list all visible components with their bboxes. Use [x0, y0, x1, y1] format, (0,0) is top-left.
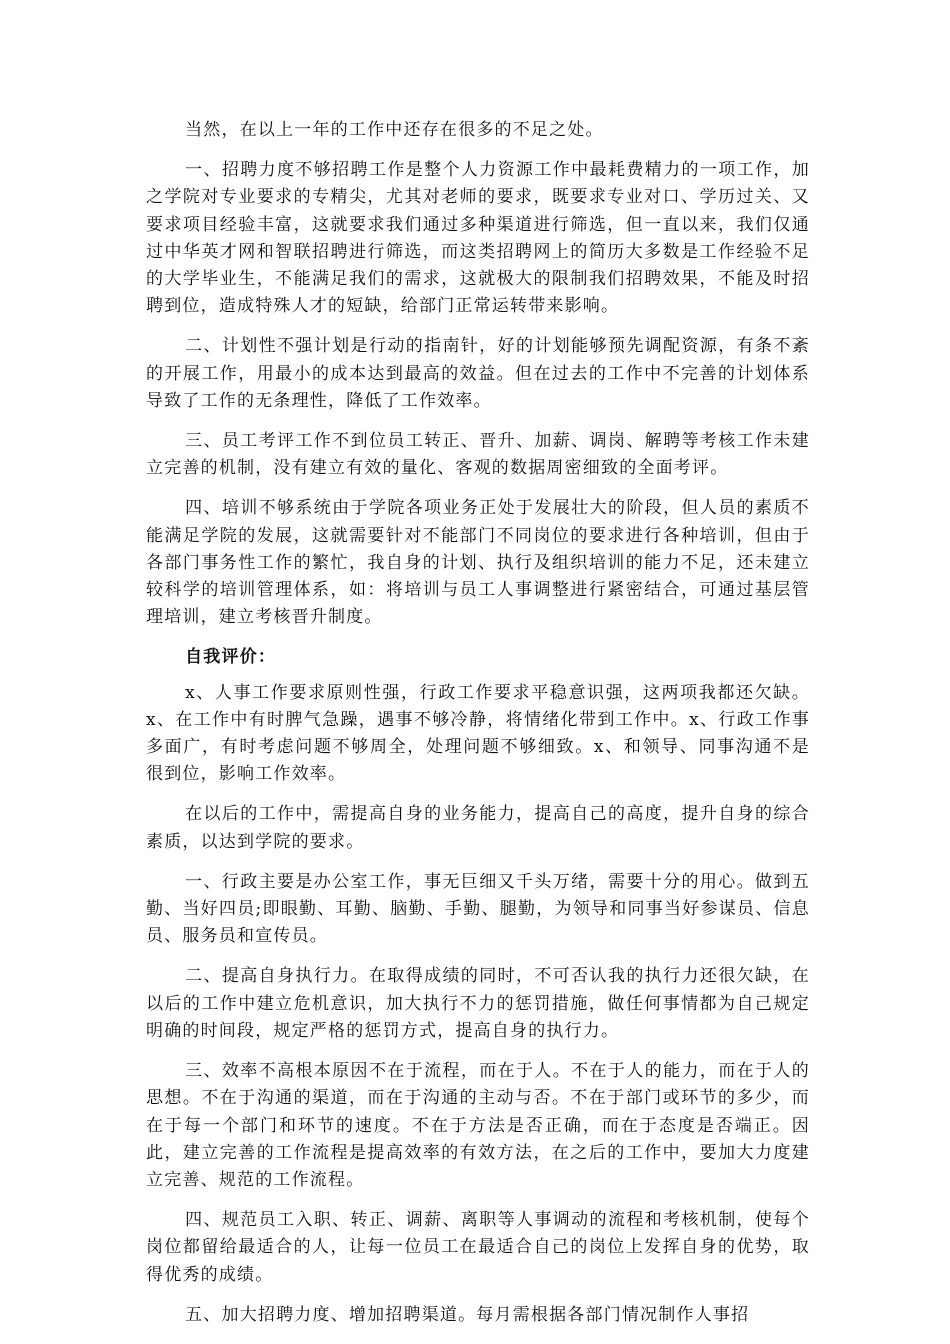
paragraph-recruitment-channels: 五、加大招聘力度、增加招聘渠道。每月需根据各部门情况制作人事招: [185, 1304, 750, 1325]
paragraph-evaluation: 三、员工考评工作不到位员工转正、晋升、加薪、调岗、解聘等考核工作未建立完善的机制，没有建立有效的量化、客观的数据周密细致的全面考评。: [146, 431, 810, 479]
paragraph-training: 四、培训不够系统由于学院各项业务正处于发展壮大的阶段，但人员的素质不能满足学院的发展，这就需要针对不能部门不同岗位的要求进行各种培训，但由于各部门事务性工作的繁忙，我自身的计划、执行及组织培训的能力不足，还未建立较科学的培训管理体系，如：将培训与员工人事调整进行紧密结合，可通过基层管理培训，建立考核晋升制度。: [146, 498, 810, 628]
document-body: [146, 117, 810, 1342]
paragraph-recruitment: 一、招聘力度不够招聘工作是整个人力资源工作中最耗费精力的一项工作，加之学院对专业要求的专精尖，尤其对老师的要求，既要求专业对口、学历过关、又要求项目经验丰富，这就要求我们通过多种渠道进行筛选，但一直以来，我们仅通过中华英才网和智联招聘进行筛选，而这类招聘网上的简历大多数是工作经验不足的大学毕业生，不能满足我们的需求，这就极大的限制我们招聘效果，不能及时招聘到位，造成特殊人才的短缺，给部门正常运转带来影响。: [146, 160, 810, 317]
paragraph-personnel-process: 四、规范员工入职、转正、调薪、离职等人事调动的流程和考核机制，使每个岗位都留给最适合的人，让每一位员工在最适合自己的岗位上发挥自身的优势，取得优秀的成绩。: [146, 1210, 810, 1285]
paragraph-efficiency: 三、效率不高根本原因不在于流程，而在于人。不在于人的能力，而在于人的思想。不在于沟通的渠道，而在于沟通的主动与否。不在于部门或环节的多少，而在于每一个部门和环节的速度。不在于方法是否正确，而在于态度是否端正。因此，建立完善的工作流程是提高效率的有效方法，在之后的工作中，要加大力度建立完善、规范的工作流程。: [146, 1061, 810, 1190]
section-heading-self-evaluation: 自我评价：: [185, 647, 277, 668]
paragraph-execution: 二、提高自身执行力。在取得成绩的同时，不可否认我的执行力还很欠缺，在以后的工作中建立危机意识，加大执行不力的惩罚措施，做任何事情都为自己规定明确的时间段，规定严格的惩罚方式，提高自身的执行力。: [146, 966, 810, 1041]
paragraph-future-goals: 在以后的工作中，需提高自身的业务能力，提高自己的高度，提升自身的综合素质，以达到学院的要求。: [146, 804, 810, 852]
paragraph-office-work: 一、行政主要是办公室工作，事无巨细又千头万绪，需要十分的用心。做到五勤、当好四员;即眼勤、耳勤、脑勤、手勤、腿勤，为领导和同事当好参谋员、信息员、服务员和宣传员。: [146, 871, 810, 947]
paragraph-planning: 二、计划性不强计划是行动的指南针，好的计划能够预先调配资源，有条不紊的开展工作，用最小的成本达到最高的效益。但在过去的工作中不完善的计划体系导致了工作的无条理性，降低了工作效率。: [146, 336, 810, 411]
paragraph-self-evaluation: x、人事工作要求原则性强，行政工作要求平稳意识强，这两项我都还欠缺。x、在工作中有时脾气急躁，遇事不够冷静，将情绪化带到工作中。x、行政工作事多面广，有时考虑问题不够周全，处理问题不够细致。x、和领导、同事沟通不是很到位，影响工作效率。: [146, 682, 810, 785]
paragraph-deficiencies-intro: 当然，在以上一年的工作中还存在很多的不足之处。: [185, 120, 604, 140]
